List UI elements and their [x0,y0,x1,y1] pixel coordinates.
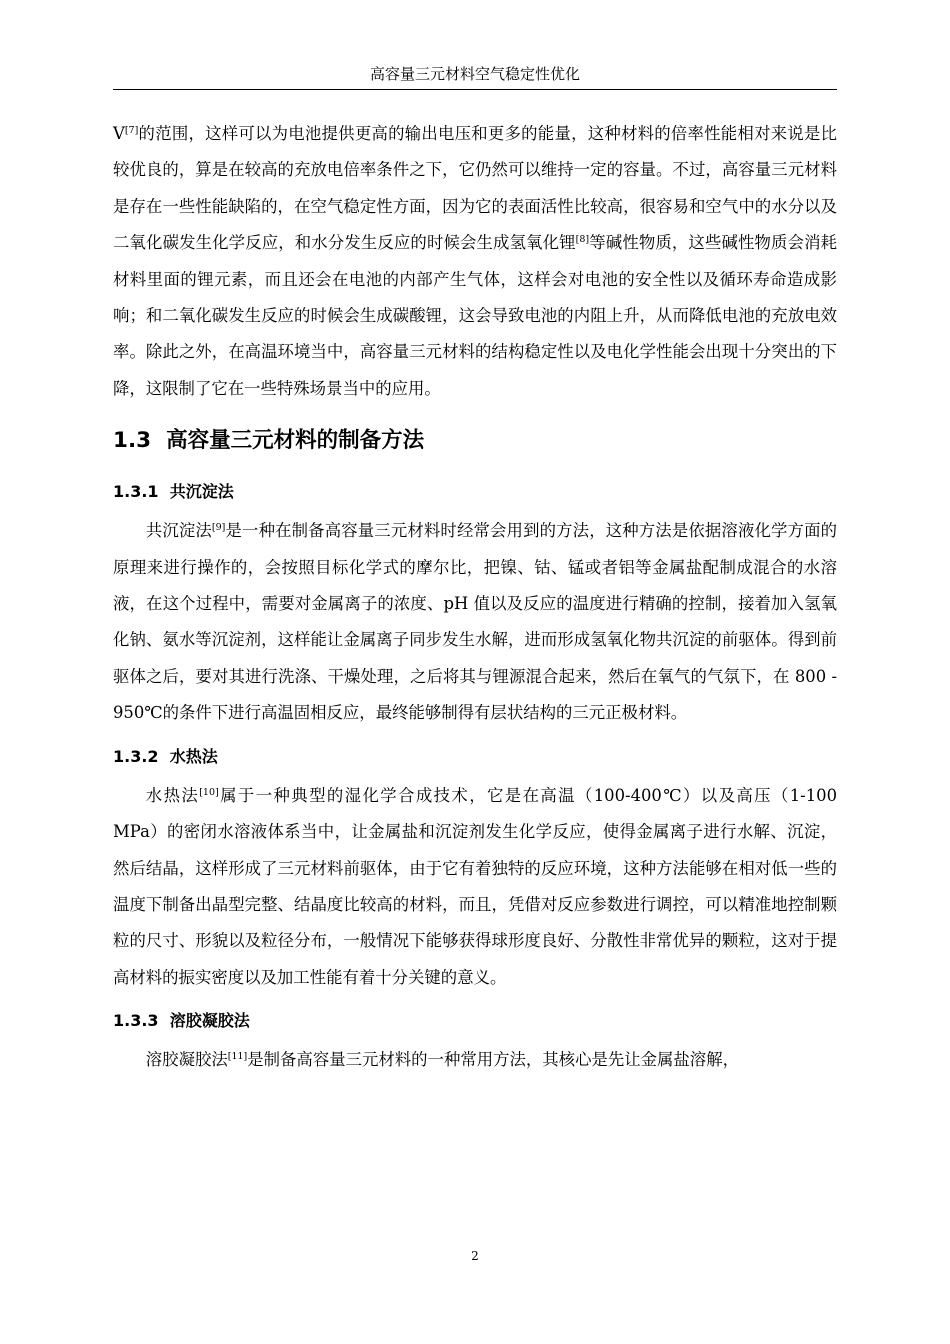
subsection-number: 1.3.2 [113,746,159,766]
paragraph-text: 属于一种典型的湿化学合成技术，它是在高温（100-400℃）以及高压（1-100 MPa）的密闭水溶液体系当中，让金属盐和沉淀剂发生化学反应，使得金属离子进行水解、沉淀，然后结晶，这样形成了三元材料前驱体，由于它有着独特的反应环境，这种方法能够在相对低一些的温度下制备出晶型完整、结晶度比较高的材料，而且，凭借对反应参数进行调控，可以精准地控制颗粒的尺寸、形貌以及粒径分布，一般情况下能够获得球形度良好、分散性非常优异的颗粒，这对于提高材料的振实密度以及加工性能有着十分关键的意义。 [113,785,838,987]
section-title: 高容量三元材料的制备方法 [166,428,425,454]
citation: [8] [575,234,590,246]
paragraph-text: 水热法 [145,785,200,805]
paragraph-text: V [113,124,125,143]
subsection-heading [113,479,837,505]
body-paragraph [113,778,837,996]
citation: [9] [211,522,226,534]
citation: [10] [199,786,219,798]
subsection-number: 1.3.3 [113,1011,159,1031]
header-rule [113,89,837,90]
paragraph-text: 等碱性物质，这些碱性物质会消耗材料里面的锂元素，而且还会在电池的内部产生气体，这样会对电池的安全性以及循环寿命造成影响；和二氧化碳发生反应的时候会生成碳酸锂，这会导致电池的内阻上升，从而降低电池的充放电效率。除此之外，在高温环境当中，高容量三元材料的结构稳定性以及电化学性能会出现十分突出的下降，这限制了它在一些特殊场景当中的应用。 [113,233,837,398]
subsection-title: 水热法 [169,746,218,766]
subsection-title: 共沉淀法 [169,482,234,502]
paragraph-text: 溶胶凝胶法 [145,1050,228,1070]
paragraph-text: 的范围，这样可以为电池提供更高的输出电压和更多的能量，这种材料的倍率性能相对来说是比较优良的，算是在较高的充放电倍率条件之下，它仍然可以维持一定的容量。不过，高容量三元材料是存在一些性能缺陷的，在空气稳定性方面，因为它的表面活性比较高，很容易和空气中的水分以及二氧化碳发生化学反应，和水分发生反应的时候会生成氢氧化锂 [113,124,837,253]
intro-paragraph [113,116,837,407]
citation: [11] [227,1051,248,1063]
subsection-heading [113,744,837,770]
subsection-title: 溶胶凝胶法 [169,1011,250,1031]
page-number: 2 [471,1249,479,1263]
section-heading [113,425,837,457]
running-header: 高容量三元材料空气稳定性优化 [369,65,580,83]
paragraph-text: 是一种在制备高容量三元材料时经常会用到的方法，这种方法是依据溶液化学方面的原理来进行操作的，会按照目标化学式的摩尔比，把镍、钴、锰或者铝等金属盐配制成混合的水溶液，在这个过程中，需要对金属离子的浓度、pH 值以及反应的温度进行精确的控制，接着加入氢氧化钠、氨水等沉淀剂，这样能让金属离子同步发生水解，进而形成氢氧化物共沉淀的前驱体。得到前驱体之后，要对其进行洗涤、干燥处理，之后将其与锂源混合起来，然后在氧气的气氛下，在 800 - 950℃的条件下进行高温固相反应，最终能够制得有层状结构的三元正极材料。 [113,521,838,723]
citation: [7] [124,125,139,136]
paragraph-text: 共沉淀法 [145,521,212,541]
subsection-heading [113,1008,837,1034]
body-paragraph [113,513,837,731]
section-number: 1.3 [113,428,152,454]
body-paragraph [113,1042,837,1078]
paragraph-text: 是制备高容量三元材料的一种常用方法，其核心是先让金属盐溶解， [247,1050,739,1070]
subsection-number: 1.3.1 [113,482,159,502]
page-content [113,116,837,1079]
